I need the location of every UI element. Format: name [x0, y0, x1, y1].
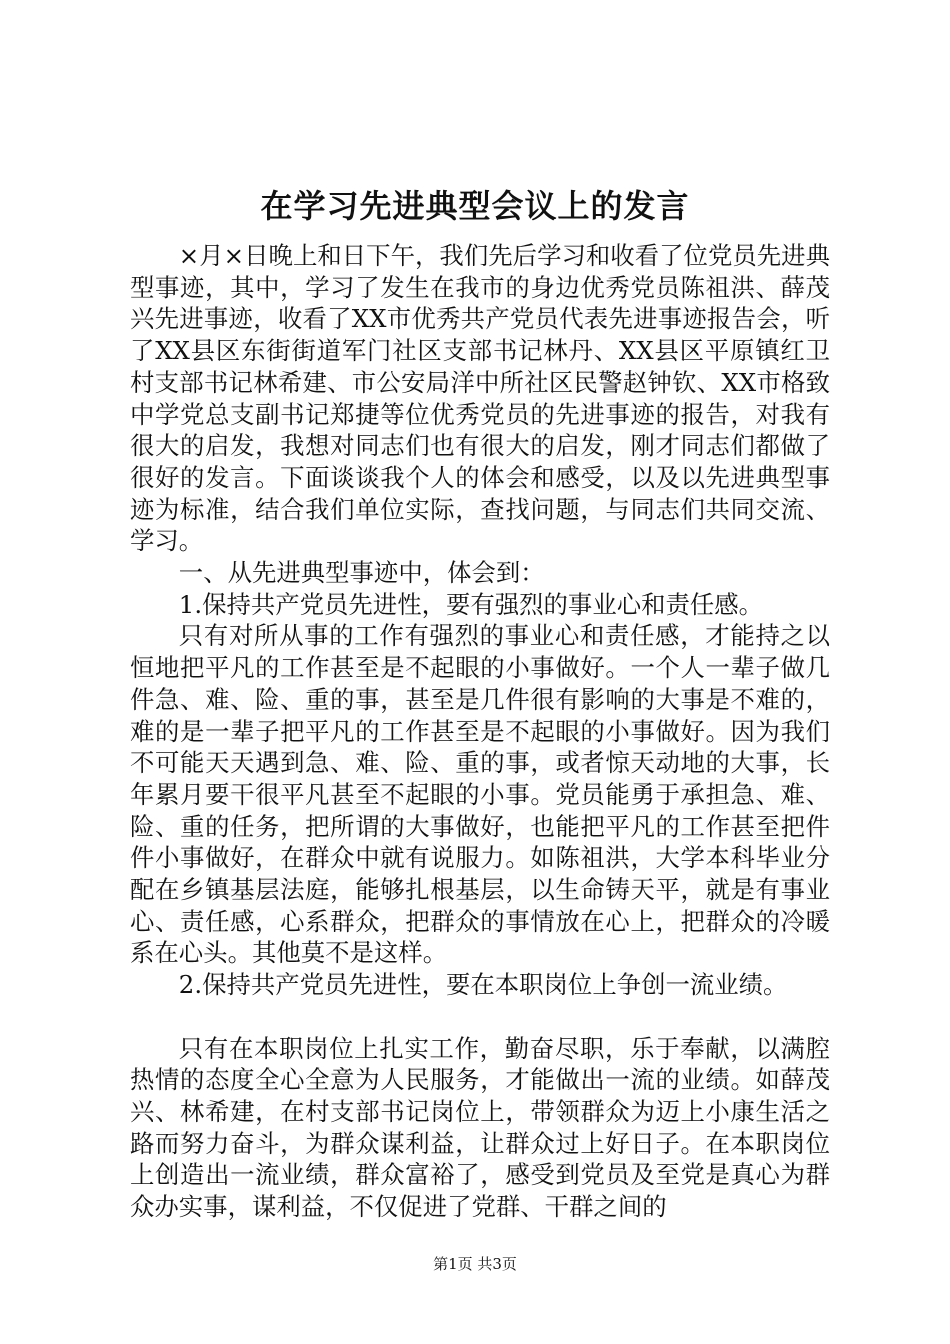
point-heading-2: 2.保持共产党员先进性，要在本职岗位上争创一流业绩。 [178, 970, 788, 1000]
paragraph-intro: ×月×日晚上和日下午，我们先后学习和收看了位党员先进典型事迹，其中，学习了发生在我市的身边优秀党员陈祖洪、薛茂兴先进事迹，收看了XX市优秀共产党员代表先进事迹报告会，听了XX县区东街街道军门社区支部书记林丹、XX县区平原镇红卫村支部书记林希建、市公安局洋中所社区民警赵钟钦、XX市格致中学党总支副书记郑捷等位优秀党员的先进事迹的报告，对我有很大的启发，我想对同志们也有很大的启发，刚才同志们都做了很好的发言。下面谈谈我个人的体会和感受，以及以先进典型事迹为标准，结合我们单位实际，查找问题，与同志们共同交流、学习。 [130, 241, 830, 556]
page-number-footer: 第1页 共3页 [433, 1255, 517, 1273]
paragraph-point-1: 只有对所从事的工作有强烈的事业心和责任感，才能持之以恒地把平凡的工作甚至是不起眼的小事做好。一个人一辈子做几件急、难、险、重的事，甚至是几件很有影响的大事是不难的，难的是一辈子把平凡的工作甚至是不起眼的小事做好。因为我们不可能天天遇到急、难、险、重的事，或者惊天动地的大事，长年累月要干很平凡甚至不起眼的小事。党员能勇于承担急、难、险、重的任务，把所谓的大事做好，也能把平凡的工作甚至把件件小事做好，在群众中就有说服力。如陈祖洪，大学本科毕业分配在乡镇基层法庭，能够扎根基层，以生命铸天平，就是有事业心、责任感，心系群众，把群众的事情放在心上，把群众的冷暖系在心头。其他莫不是这样。 [130, 621, 830, 968]
document-body [130, 240, 830, 1223]
document-title: 在学习先进典型会议上的发言 [260, 187, 690, 225]
section-heading-1: 一、从先进典型事迹中，体会到： [178, 558, 545, 588]
paragraph-spacer [130, 1001, 830, 1033]
paragraph-point-2: 只有在本职岗位上扎实工作，勤奋尽职，乐于奉献，以满腔热情的态度全心全意为人民服务，才能做出一流的业绩。如薛茂兴、林希建，在村支部书记岗位上，带领群众为迈上小康生活之路而努力奋斗，为群众谋利益，让群众过上好日子。在本职岗位上创造出一流业绩，群众富裕了，感受到党员及至党是真心为群众办实事，谋利益，不仅促进了党群、干群之间的 [130, 1033, 830, 1222]
point-heading-1: 1.保持共产党员先进性，要有强烈的事业心和责任感。 [178, 589, 764, 619]
